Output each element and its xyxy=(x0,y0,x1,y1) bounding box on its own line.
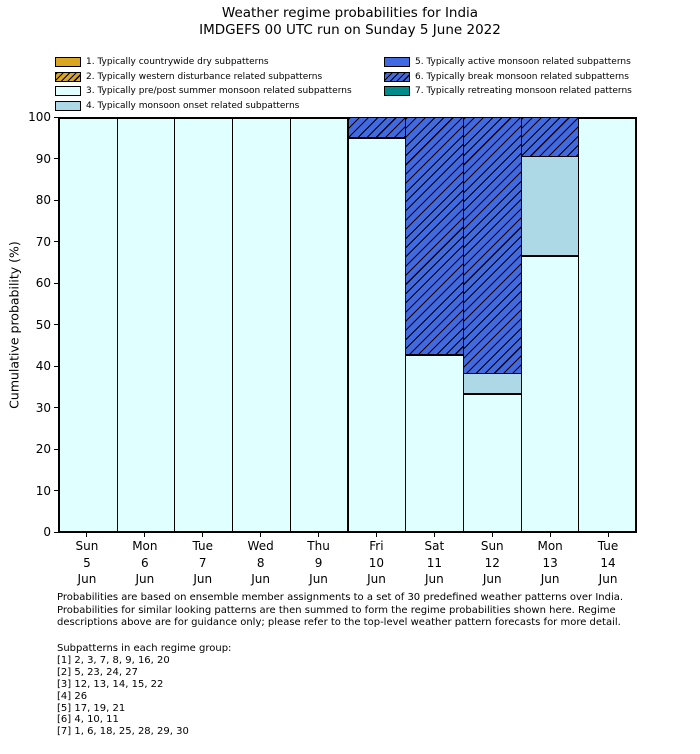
x-tick xyxy=(318,533,319,537)
y-tick xyxy=(54,324,58,325)
legend-item-regime-4 xyxy=(55,99,352,114)
y-tick xyxy=(54,407,58,408)
y-tick xyxy=(54,490,58,491)
x-tick-label-line: Jun xyxy=(77,572,97,586)
legend-label-regime-6: 6. Typically break monsoon related subpatterns xyxy=(415,71,629,82)
x-tick-label-line: Mon xyxy=(537,539,563,553)
legend-label-regime-7: 7. Typically retreating monsoon related patterns xyxy=(415,86,632,97)
subpatterns-line-5: [5] 17, 19, 21 xyxy=(57,702,126,714)
x-tick-label xyxy=(537,538,562,588)
footer-line-1: Probabilities are based on ensemble member assignments to a set of 30 predefined weather patterns over India. xyxy=(57,592,624,603)
x-tick-label-line: Jun xyxy=(193,572,213,586)
x-tick-label-line: 14 xyxy=(600,555,616,570)
legend-swatch-regime-4 xyxy=(55,101,81,111)
bar-segment xyxy=(59,118,118,532)
x-tick-label-line: Tue xyxy=(597,539,619,553)
bar-segment xyxy=(348,138,407,532)
x-tick xyxy=(260,533,261,537)
bar-segment xyxy=(463,394,522,532)
subpatterns-heading: Subpatterns in each regime group: xyxy=(57,643,232,654)
y-tick-label: 0 xyxy=(43,525,51,539)
x-tick-label-line: 5 xyxy=(83,555,91,570)
subpatterns-line-7: [7] 1, 6, 18, 25, 28, 29, 30 xyxy=(57,726,189,738)
legend-swatch-regime-7 xyxy=(384,86,410,96)
x-tick-label-line: Fri xyxy=(369,539,384,553)
x-tick xyxy=(376,533,377,537)
subpatterns-line-2: [2] 5, 23, 24, 27 xyxy=(57,666,138,678)
legend-swatch-regime-3 xyxy=(55,86,81,96)
x-tick-label xyxy=(367,538,386,588)
x-tick-label-line: Sun xyxy=(480,539,504,553)
x-tick-label-line: 7 xyxy=(198,555,207,570)
y-tick-label: 100 xyxy=(28,110,51,124)
x-tick-label-line: 8 xyxy=(256,555,265,570)
x-tick-label-line: Wed xyxy=(247,539,274,553)
x-tick-label-line: 9 xyxy=(314,555,323,570)
legend-item-regime-3 xyxy=(55,84,352,99)
bar-segment xyxy=(348,117,407,138)
x-tick-label-line: Jun xyxy=(309,572,328,586)
y-tick-label: 40 xyxy=(35,359,51,373)
legend-swatch-regime-5 xyxy=(384,57,410,67)
x-tick-label-line: 11 xyxy=(426,555,442,570)
subpatterns-line-6: [6] 4, 10, 11 xyxy=(57,714,119,726)
x-tick xyxy=(492,533,493,537)
x-tick xyxy=(550,533,551,537)
legend-item-regime-2 xyxy=(55,70,352,85)
bar-segment xyxy=(117,118,176,532)
y-tick-label: 60 xyxy=(35,276,51,290)
x-tick xyxy=(86,533,87,537)
x-tick xyxy=(202,533,203,537)
y-tick-label: 80 xyxy=(35,193,51,207)
footer-line-2: Probabilities for similar looking patterns are then summed to form the regime probabilities shown here. Regime xyxy=(57,604,616,616)
y-tick xyxy=(54,117,58,118)
x-tick-label xyxy=(307,538,330,588)
y-tick xyxy=(54,283,58,284)
bar-segment xyxy=(463,373,522,394)
bar-segment xyxy=(521,156,580,256)
subpatterns-line-1: [1] 2, 3, 7, 8, 9, 16, 20 xyxy=(57,654,170,666)
x-tick-label xyxy=(132,538,157,588)
x-tick-label-line: Mon xyxy=(132,539,158,553)
bar-segment xyxy=(578,118,636,532)
legend-label-regime-5: 5. Typically active monsoon related subpatterns xyxy=(415,57,631,68)
legend-label-regime-3: 3. Typically pre/post summer monsoon related subpatterns xyxy=(86,86,352,97)
bar-segment xyxy=(174,118,233,532)
y-tick-label: 70 xyxy=(35,234,51,249)
bar-segment xyxy=(463,117,522,374)
x-tick-label-line: 6 xyxy=(141,555,149,570)
legend-label-regime-4: 4. Typically monsoon onset related subpatterns xyxy=(86,101,300,112)
legend-item-regime-1 xyxy=(55,55,352,70)
x-tick-label-line: Jun xyxy=(251,572,271,586)
legend-item-regime-7 xyxy=(384,84,632,99)
legend-swatch-regime-2 xyxy=(55,72,81,82)
x-tick-label-line: Jun xyxy=(482,572,502,586)
y-tick-label: 90 xyxy=(35,151,51,166)
bar-segment xyxy=(405,117,464,355)
plot-area xyxy=(58,117,637,533)
bar-segment xyxy=(521,117,580,157)
y-tick-label: 10 xyxy=(35,483,51,498)
x-tick xyxy=(608,533,609,537)
y-axis-label: Cumulative probability (%) xyxy=(6,241,22,409)
legend-swatch-regime-1 xyxy=(55,57,81,67)
x-tick-label-line: Tue xyxy=(192,539,213,553)
x-tick-label xyxy=(481,538,504,588)
y-tick-label: 30 xyxy=(35,400,51,415)
x-tick-label-line: 10 xyxy=(368,555,385,570)
legend-item-regime-5 xyxy=(384,55,632,70)
bar-segment xyxy=(232,118,291,532)
x-tick-label-line: 13 xyxy=(542,555,558,570)
x-tick-label-line: Jun xyxy=(424,572,444,586)
footer-line-3: descriptions above are for guidance only; please refer to the top-level weather pattern forecasts for more detail. xyxy=(57,617,621,629)
chart-subtitle: IMDGEFS 00 UTC run on Sunday 5 June 2022 xyxy=(199,22,501,38)
legend-left-column xyxy=(55,55,352,113)
x-tick-label xyxy=(76,538,99,588)
legend-swatch-regime-6 xyxy=(384,72,410,82)
legend-item-regime-6 xyxy=(384,70,632,85)
bar-segment xyxy=(521,256,580,532)
y-tick-label: 20 xyxy=(35,442,51,456)
x-tick-label-line: Jun xyxy=(367,572,386,586)
x-tick-label-line: Jun xyxy=(598,572,618,586)
y-tick xyxy=(54,241,58,242)
x-tick xyxy=(434,533,435,537)
subpatterns-line-3: [3] 12, 13, 14, 15, 22 xyxy=(57,678,164,690)
chart-title: Weather regime probabilities for India xyxy=(221,5,479,21)
subpatterns-line-4: [4] 26 xyxy=(57,690,88,702)
x-tick-label-line: Jun xyxy=(540,572,560,586)
x-tick-label-line: Jun xyxy=(135,572,155,586)
legend-right-column xyxy=(384,55,632,99)
bar-segment xyxy=(290,118,349,532)
y-tick xyxy=(54,449,58,450)
x-tick-label xyxy=(598,538,619,588)
x-tick-label-line: Sat xyxy=(424,539,445,553)
x-tick-label-line: Sun xyxy=(75,539,99,553)
y-tick xyxy=(54,532,58,533)
y-tick xyxy=(54,366,58,367)
x-tick xyxy=(144,533,145,537)
legend-label-regime-2: 2. Typically western disturbance related subpatterns xyxy=(86,71,323,82)
x-tick-label xyxy=(425,538,445,588)
y-tick-label: 50 xyxy=(35,317,51,332)
y-tick xyxy=(54,158,58,159)
subpatterns-block xyxy=(57,643,231,738)
bar-segment xyxy=(405,355,464,532)
footer-note xyxy=(57,592,623,630)
x-tick-label xyxy=(193,538,214,588)
y-tick xyxy=(54,200,58,201)
x-tick-label-line: 12 xyxy=(484,555,500,570)
x-tick-label-line: Thu xyxy=(307,539,330,553)
legend-label-regime-1: 1. Typically countrywide dry subpatterns xyxy=(86,57,269,68)
x-tick-label xyxy=(248,538,274,588)
